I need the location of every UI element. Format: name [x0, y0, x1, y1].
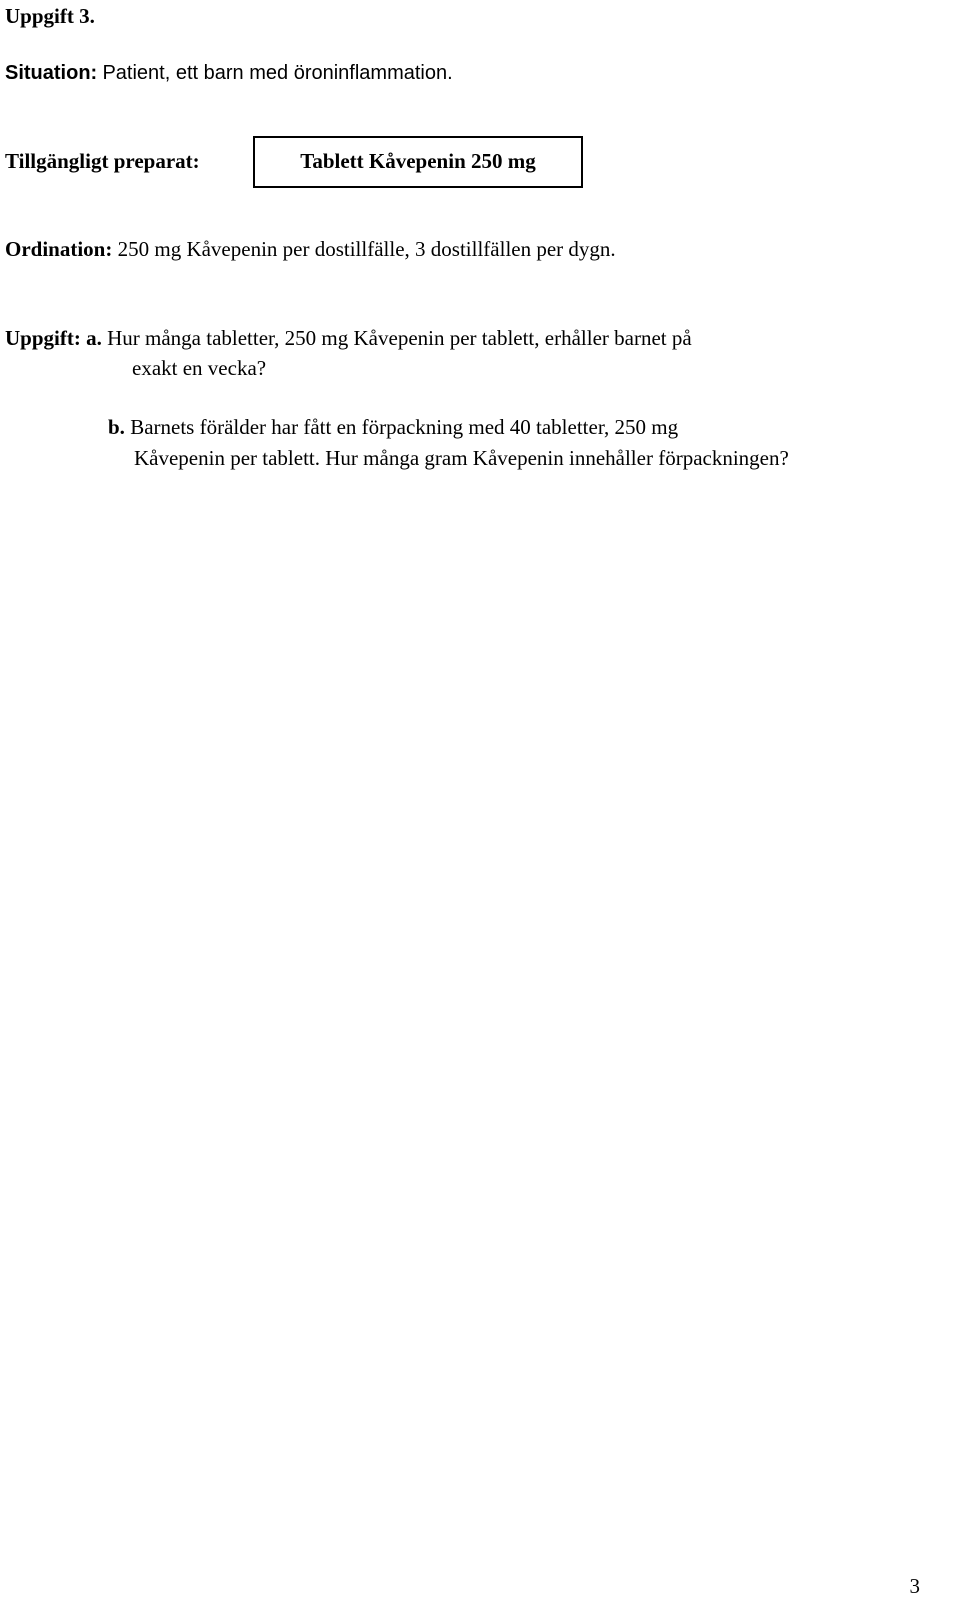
- ordination-line: [5, 237, 616, 262]
- task-a-text-1: Hur många tabletter, 250 mg Kåvepenin per tablett, erhåller barnet på: [107, 326, 692, 350]
- preparation-box-text: Tablett Kåvepenin 250 mg: [300, 149, 536, 174]
- situation-label: Situation:: [5, 62, 98, 84]
- situation-text: Patient, ett barn med öroninflammation.: [102, 62, 453, 84]
- situation-line: [5, 60, 453, 85]
- task-a-line-1: [5, 326, 692, 351]
- page-number: 3: [909, 1574, 920, 1598]
- task-a-line-2: exakt en vecka?: [132, 356, 267, 380]
- ordination-text: 250 mg Kåvepenin per dostillfälle, 3 dostillfällen per dygn.: [117, 237, 616, 261]
- heading: Uppgift 3.: [5, 4, 95, 28]
- preparation-label: Tillgängligt preparat:: [5, 149, 200, 173]
- task-a-label: a.: [86, 326, 102, 350]
- task-label: Uppgift:: [5, 326, 81, 350]
- task-b-label: b.: [108, 415, 125, 439]
- task-b-line-2: Kåvepenin per tablett. Hur många gram Kåvepenin innehåller förpackningen?: [134, 446, 789, 470]
- task-b-text-1: Barnets förälder har fått en förpackning med 40 tabletter, 250 mg: [130, 415, 679, 439]
- task-b-line-1: [108, 415, 678, 440]
- preparation-box: [253, 136, 583, 188]
- ordination-label: Ordination:: [5, 237, 113, 261]
